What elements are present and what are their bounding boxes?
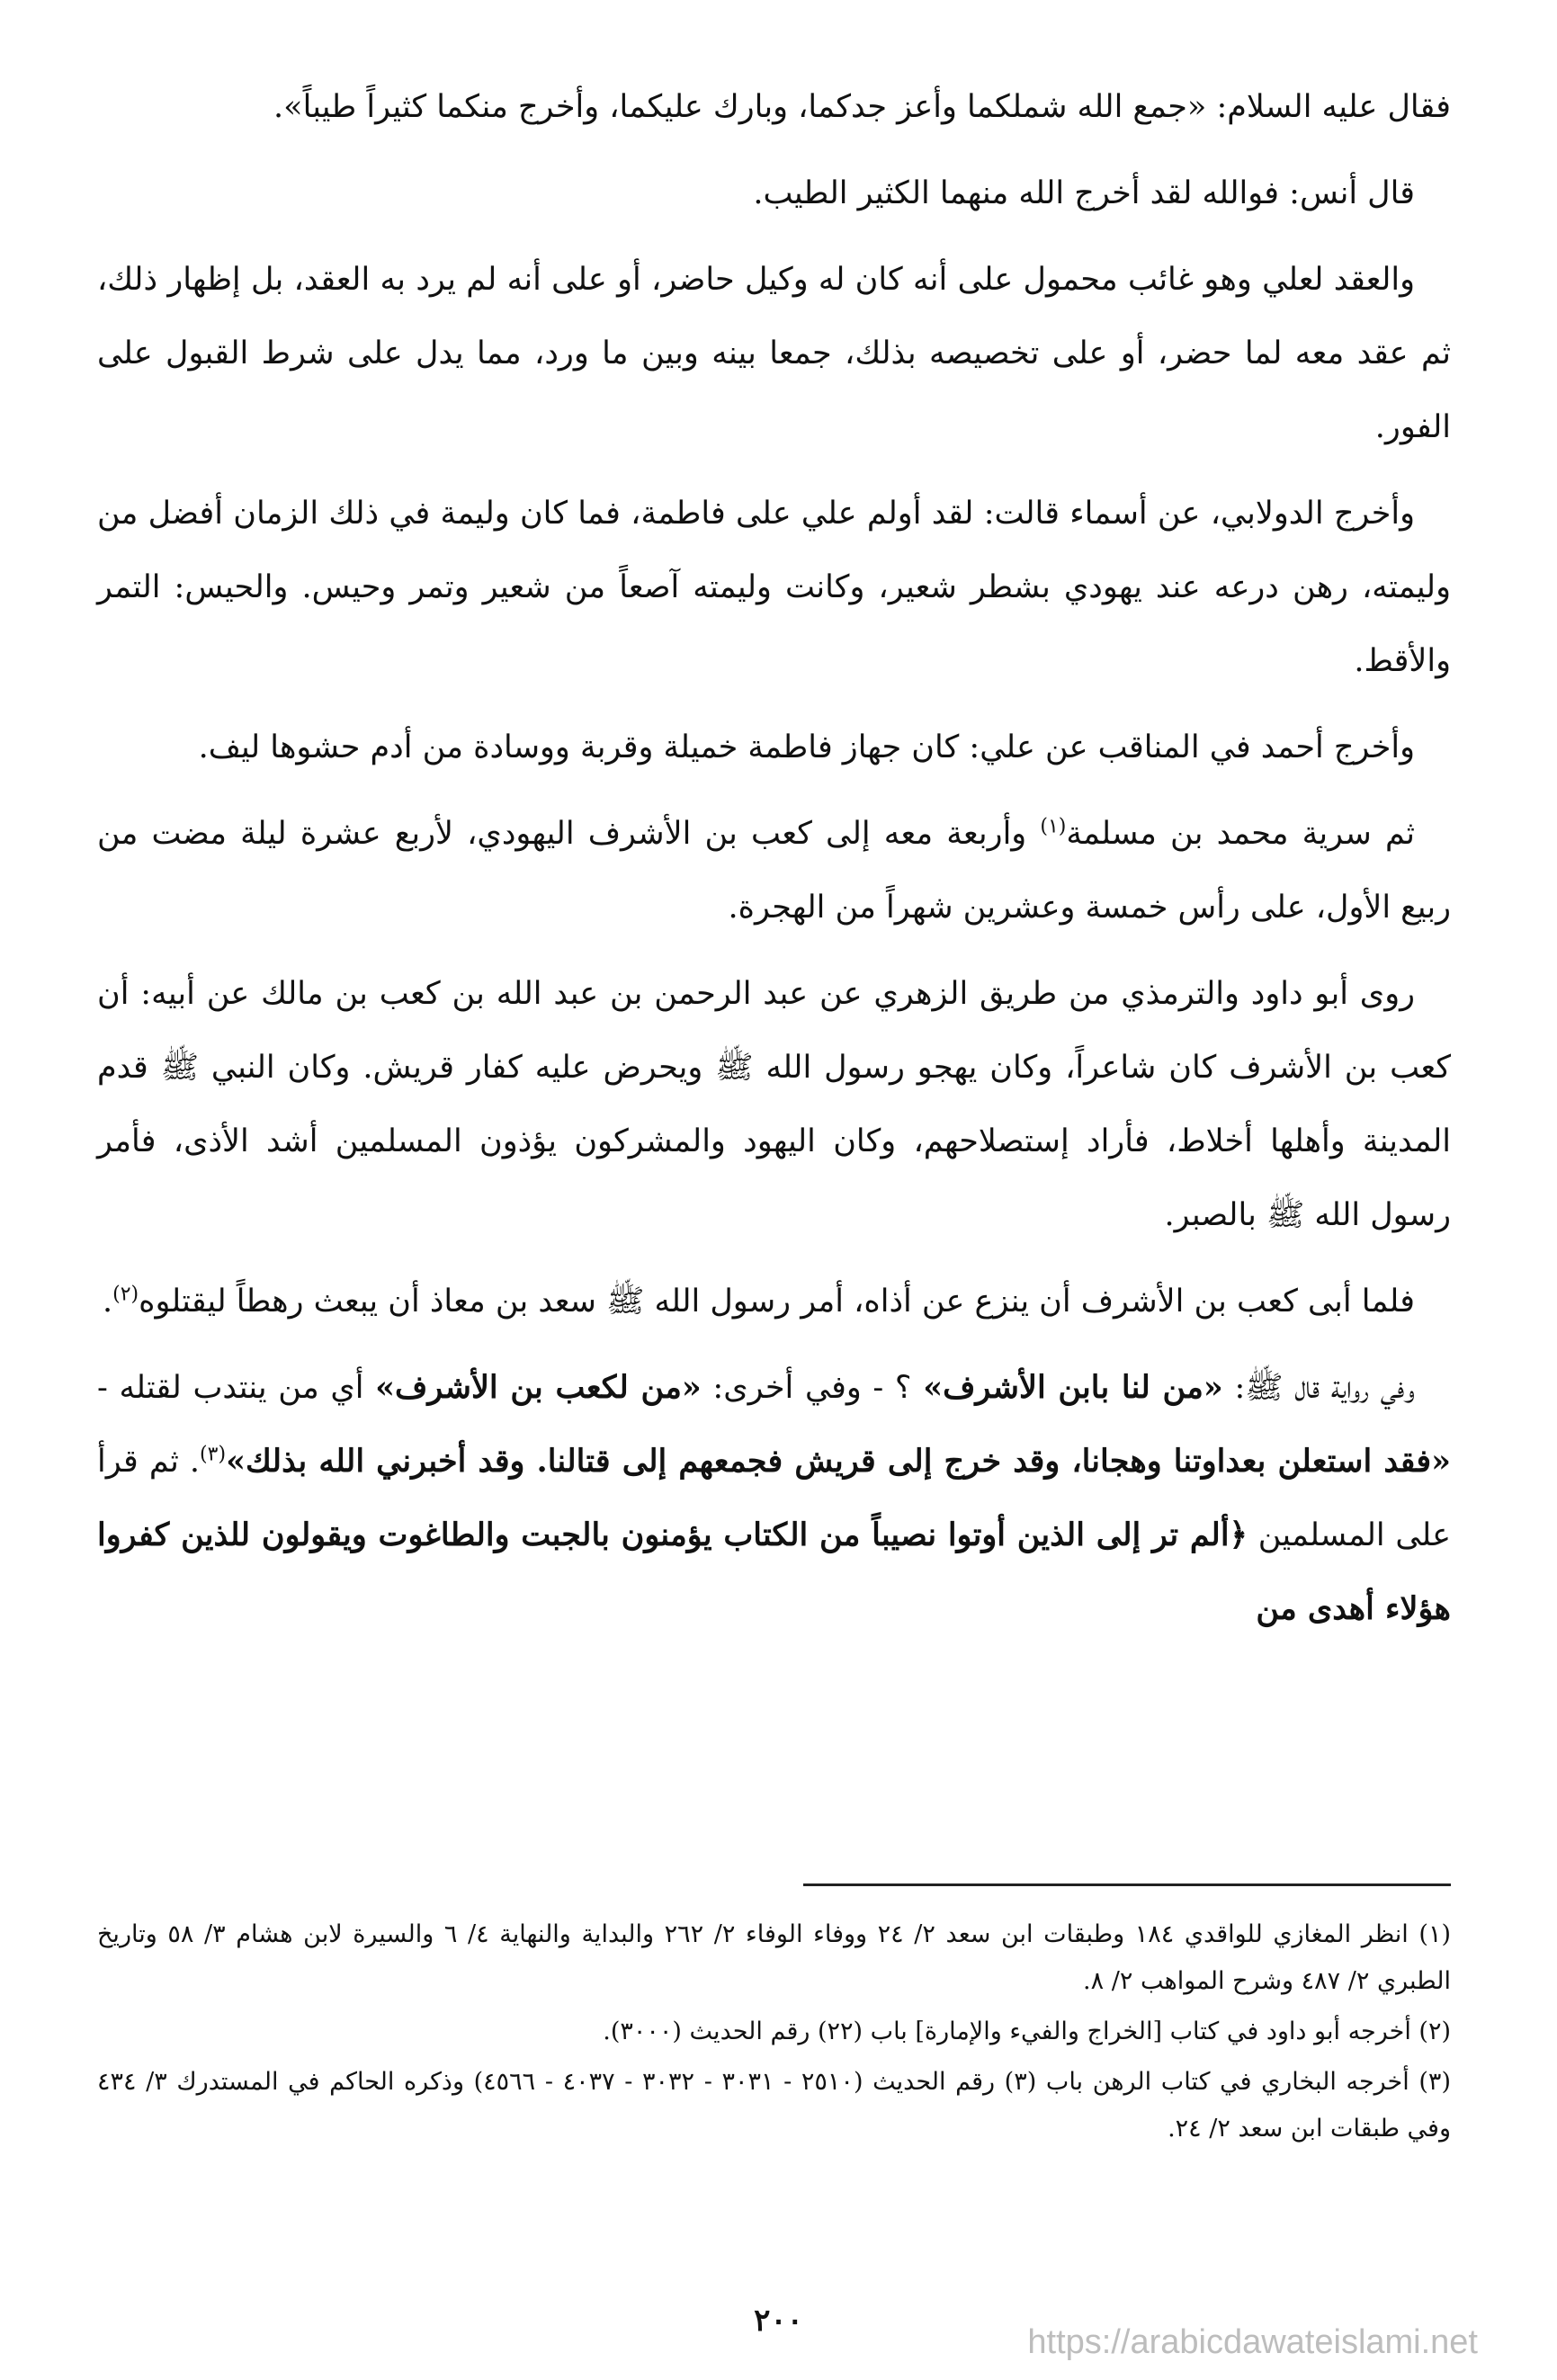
footnote-marker: (٣) (200, 1443, 227, 1466)
footnote: (٢) أخرجه أبو داود في كتاب [الخراج والفيء والإمارة] باب (٢٢) رقم الحديث (٣٠٠٠). (603, 2018, 1451, 2045)
page-number: ٢٠٠ (754, 2303, 803, 2339)
footnote-separator (803, 1883, 1451, 1886)
paragraph-text: ثم سرية محمد بن مسلمة (1066, 816, 1415, 852)
quran-verse: ﴿ألم تر إلى الذين أوتوا نصيباً من الكتاب يؤمنون بالجبت والطاغوت ويقولون للذين كفروا هؤلاء أهدى من (97, 1517, 1451, 1627)
paragraph: وأخرج أحمد في المناقب عن علي: كان جهاز فاطمة خميلة وقربة ووسادة من أدم حشوها ليف. (198, 729, 1415, 765)
paragraph-text: وفي رواية قال ﷺ: (1222, 1370, 1415, 1406)
footnotes (97, 1911, 1451, 2156)
paragraph-falamma (97, 1265, 1451, 1338)
watermark: https://arabicdawateislami.net (1027, 2323, 1478, 2361)
paragraph-text: وأربعة معه إلى كعب بن الأشرف اليهودي، لأربع عشرة ليلة مضت من ربيع الأول، على رأس خمسة وعشرين شهراً من الهجرة. (97, 816, 1451, 926)
paragraph-text: ؟ - وفي أخرى: (701, 1370, 924, 1406)
footnote-marker: (٢) (112, 1283, 139, 1306)
footnote: (١) انظر المغازي للواقدي ١٨٤ وطبقات ابن سعد ٢/ ٢٤ ووفاء الوفاء ٢/ ٢٦٢ والبداية والنهاية ٤/ ٦ والسيرة لابن هشام ٣/ ٥٨ وتاريخ الطبري ٢/ ٤٨٧ وشرح المواهب ٢/ ٨. (97, 1920, 1451, 1995)
paragraph-text: أي من ينتدب لقتله - (97, 1370, 376, 1406)
paragraph-text: . (102, 1284, 113, 1320)
paragraph-text: فلما أبى كعب بن الأشرف أن ينزع عن أذاه، أمر رسول الله ﷺ سعد بن معاذ أن يبعث رهطاً ليقتلوه (139, 1284, 1415, 1320)
paragraph-text: . ثم قرأ على المسلمين (97, 1444, 1451, 1553)
paragraph-fi-riwaya (97, 1351, 1451, 1646)
paragraph-riwaya: روى أبو داود والترمذي من طريق الزهري عن عبد الرحمن بن عبد الله بن كعب بن مالك عن أبيه: أن كعب بن الأشرف كان شاعراً، وكان يهجو رسول الله ﷺ ويحرض عليه كفار قريش. وكان النبي ﷺ قدم المدينة وأهلها أخلاط، فأراد إستصلاحهم، وكان اليهود والمشركون يؤذون المسلمين أشد الأذى، فأمر رسول الله ﷺ بالصبر. (97, 976, 1451, 1233)
paragraph-sariyya (97, 797, 1451, 944)
hadith-quote: «من لكعب بن الأشرف» (375, 1369, 702, 1406)
footnote: (٣) أخرجه البخاري في كتاب الرهن باب (٣) رقم الحديث (٢٥١٠ - ٣٠٣١ - ٣٠٣٢ - ٤٠٣٧ - ٤٥٦٦) وذكره الحاكم في المستدرك ٣/ ٤٣٤ وفي طبقات ابن سعد ٢/ ٢٤. (97, 2068, 1451, 2143)
hadith-quote: «من لنا بابن الأشرف» (923, 1369, 1223, 1406)
hadith-quote: «فقد استعلن بعداوتنا وهجانا، وقد خرج إلى قريش فجمعهم إلى قتالنا. وقد أخبرني الله بذلك» (226, 1443, 1451, 1480)
paragraph: والعقد لعلي وهو غائب محمول على أنه كان له وكيل حاضر، أو على أنه لم يرد به العقد، بل إظهار ذلك، ثم عقد معه لما حضر، أو على تخصيصه بذلك، جمعا بينه وبين ما ورد، مما يدل على شرط القبول على الفور. (97, 262, 1451, 445)
main-text (97, 70, 1451, 1646)
paragraph: وأخرج الدولابي، عن أسماء قالت: لقد أولم علي على فاطمة، فما كان وليمة في ذلك الزمان أفضل من وليمته، رهن درعه عند يهودي بشطر شعير، وكانت وليمته آصعاً من شعير وتمر وحيس. والحيس: التمر والأقط. (97, 496, 1451, 679)
paragraph: فقال عليه السلام: «جمع الله شملكما وأعز جدكما، وبارك عليكما، وأخرج منكما كثيراً طيباً». (273, 89, 1451, 125)
paragraph: قال أنس: فوالله لقد أخرج الله منهما الكثير الطيب. (753, 175, 1415, 211)
footnote-marker: (١) (1040, 815, 1067, 838)
